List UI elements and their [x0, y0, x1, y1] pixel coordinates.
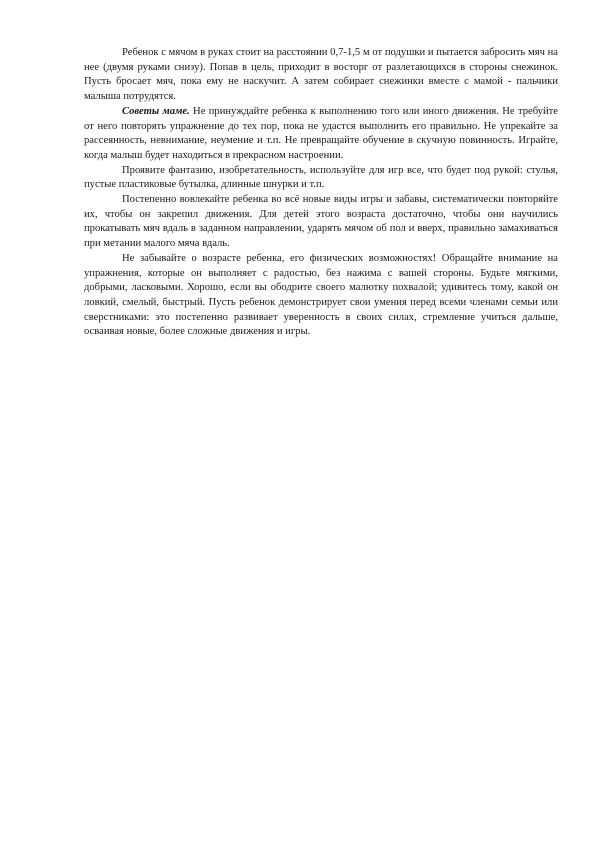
paragraph-4-text: Постепенно вовлекайте ребенка во всё новые виды игры и забавы, систематически повторяйте их, чтобы он закрепил движения. Для детей этого возраста достаточно, чтобы они научились прокатывать мяч вдаль в заданном направлении, ударять мячом об пол и вверх, правильно замахиваться при метании малого мяча вдаль. [84, 194, 558, 250]
paragraph-3-text: Проявите фантазию, изобретательность, используйте для игр все, что будет под рукой: стулья, пустые пластиковые бутылка, длинные шнурки и т.п. [84, 164, 558, 191]
paragraph-1-text: Ребенок с мячом в руках стоит на расстоянии 0,7-1,5 м от подушки и пытается забросить мяч на нее (двумя руками снизу). Попав в цель, приходит в восторг от разлетающихся в стороны снежинок. Пусть бросает мяч, пока ему не наскучит. А затем собирает снежинки вместе с мамой - пальчики малыша потрудятся. [84, 47, 558, 103]
paragraph-2-text: Не принуждайте ребенка к выполнению того или иного движения. Не требуйте от него повторять упражнение до тех пор, пока не удастся выполнить его правильно. Не упрекайте за рассеянность, невнимание, неумение и т.п. Не превращайте обучение в скучную повинность. Играйте, когда малыш будет находиться в прекрасном настроении. [84, 105, 558, 161]
document-page [84, 46, 558, 340]
paragraph-5-text: Не забывайте о возрасте ребенка, его физических возможностях! Обращайте внимание на упражнения, которые он выполняет с радостью, без нажима с вашей стороны. Будьте мягкими, добрыми, ласковыми. Хорошо, если вы ободрите своего малютку похвалой; удивитесь тому, какой он ловкий, смелый, быстрый. Пусть ребенок демонстрирует свои умения перед всеми членами семьи или сверстниками: это постепенно развивает уверенность в своих силах, стремление учиться дальше, осваивая новые, более сложные движения и игры. [84, 252, 558, 338]
paragraph-2 [84, 105, 558, 164]
paragraph-4 [84, 193, 558, 252]
paragraph-5 [84, 252, 558, 340]
paragraph-3 [84, 164, 558, 193]
paragraph-2-lead: Советы маме. [122, 105, 190, 117]
paragraph-1 [84, 46, 558, 105]
